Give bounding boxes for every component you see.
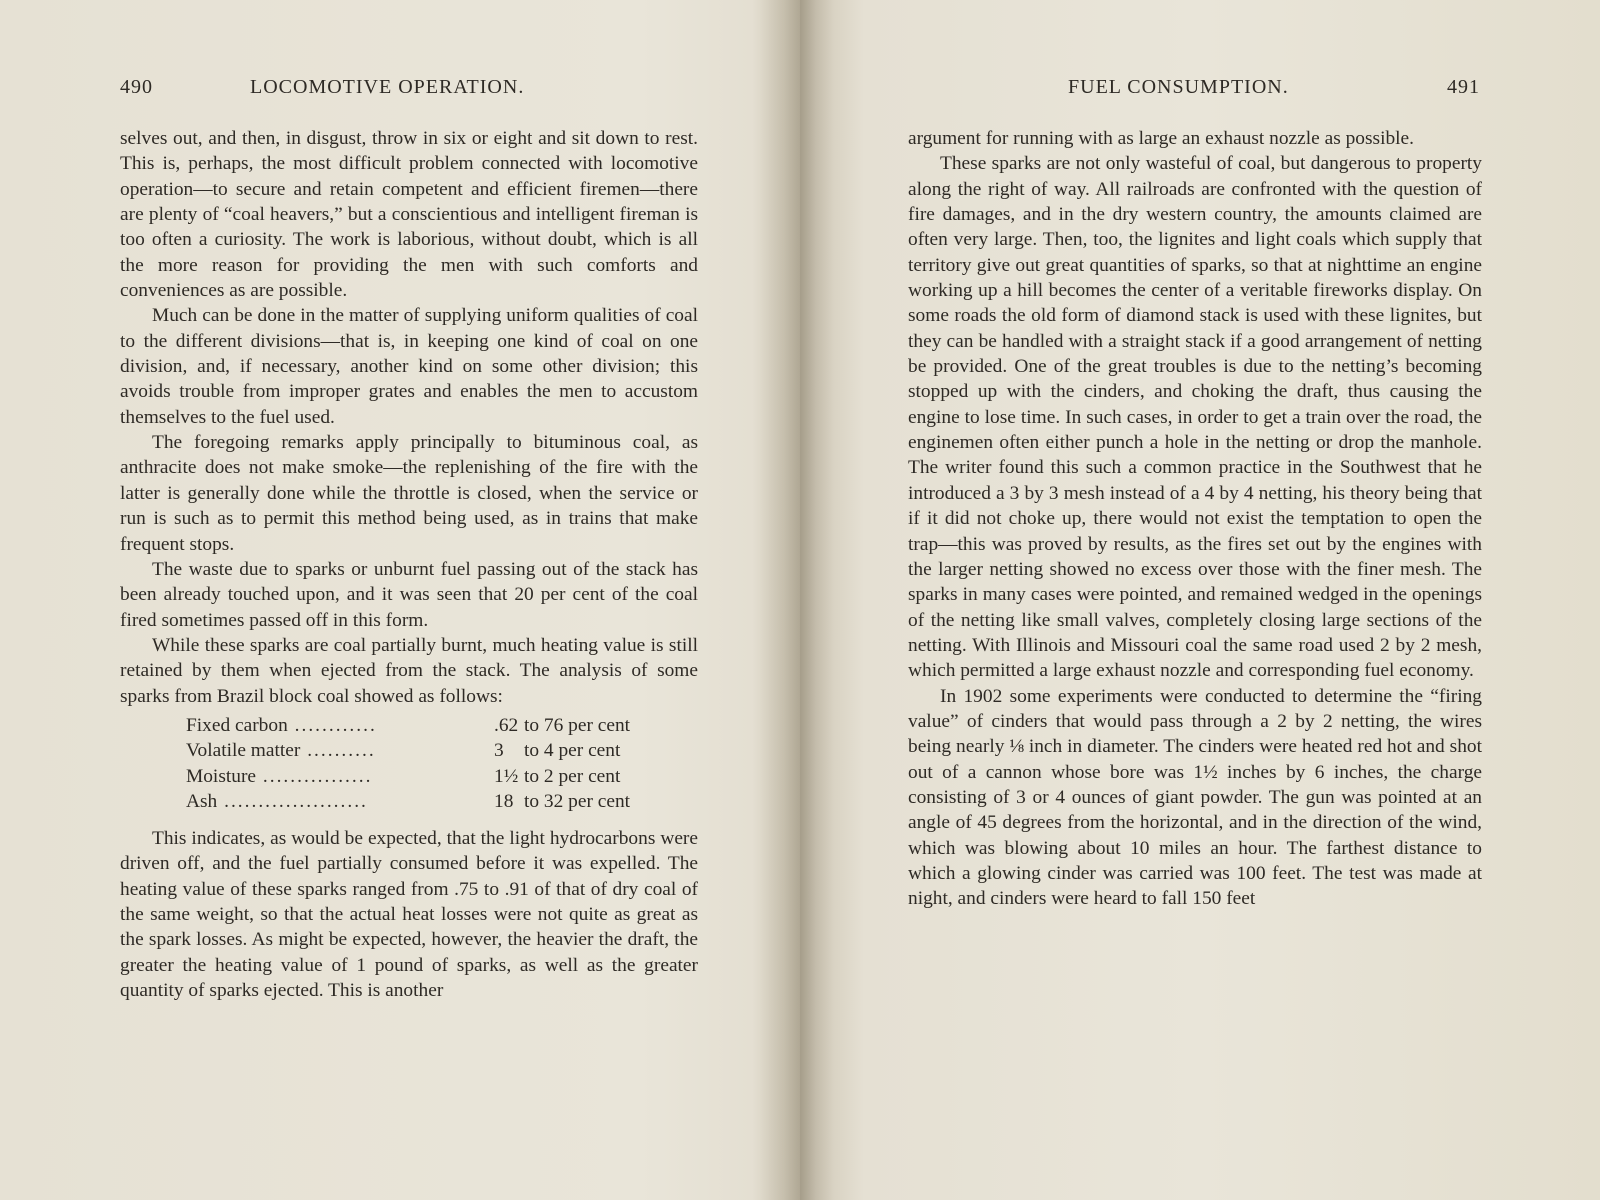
analysis-range: to 76 per cent — [524, 714, 631, 736]
analysis-range: to 4 per cent — [524, 740, 621, 762]
paragraph: While these sparks are coal partially burnt, much heating value is still retained by them when ejected from the stack. The analysis of some sparks from Brazil block coal showed as follows: — [120, 634, 698, 707]
running-head: LOCOMOTIVE OPERATION. — [250, 76, 525, 98]
gutter-shadow — [760, 0, 800, 1200]
page-number: 490 — [120, 76, 153, 98]
analysis-item: Fixed carbon — [186, 714, 288, 736]
left-page-header — [120, 76, 696, 106]
spark-analysis-table — [186, 713, 698, 814]
leader-dots: ............ — [287, 714, 377, 736]
analysis-item: Volatile matter — [186, 740, 301, 762]
analysis-row: Moisture ................ 1½ to 2 per cent — [186, 764, 698, 789]
leader-dots: .......... — [300, 740, 376, 762]
leader-dots: ..................... — [217, 790, 368, 812]
right-page-body — [908, 126, 1482, 912]
paragraph: Much can be done in the matter of supplying uniform qualities of coal to the different divisions—that is, in keeping one kind of coal on one division, and, if necessary, another kind on some other division; this avoids trouble from improper grates and enables the men to accustom themselves to the fuel used. — [120, 305, 698, 428]
paragraph: selves out, and then, in disgust, throw in six or eight and sit down to rest. This is, perhaps, the most difficult problem connected with locomotive operation—to secure and retain competent and efficient firemen—there are plenty of “coal heavers,” but a conscientious and intelligent fireman is too often a curiosity. The work is laborious, without doubt, which is all the more reason for providing the men with such comforts and conveniences as are possible. — [120, 128, 698, 302]
left-page-body — [120, 126, 698, 1004]
paragraph: This indicates, as would be expected, that the light hydrocarbons were driven off, and the fuel partially consumed before it was expelled. The heating value of these sparks ranged from .75 to .91 of that of dry coal of the same weight, so that the actual heat losses were not quite as great as the spark losses. As might be expected, however, the heavier the draft, the greater the heating value of 1 pound of sparks, as well as the greater quantity of sparks ejected. This is another — [120, 828, 698, 1002]
analysis-item: Moisture — [186, 765, 257, 787]
analysis-row: Volatile matter .......... 3 to 4 per cent — [186, 738, 698, 763]
paragraph: In 1902 some experiments were conducted to determine the “firing value” of cinders that would pass through a 2 by 2 netting, the wires being nearly ⅛ inch in diameter. The cinders were heated red hot and shot out of a cannon whose bore was 1½ inches by 6 inches, the charge consisting of 3 or 4 ounces of giant powder. The gun was pointed at an angle of 45 degrees from the horizontal, and in the direction of the wind, which was blowing about 10 miles an hour. The farthest distance to which a glowing cinder was carried was 100 feet. The test was made at night, and cinders were heard to fall 150 feet — [908, 685, 1482, 910]
right-page-header — [908, 76, 1480, 106]
page-number: 491 — [1447, 76, 1480, 98]
analysis-range: to 32 per cent — [524, 790, 631, 812]
paragraph: These sparks are not only wasteful of coal, but dangerous to property along the right of way. All railroads are confronted with the question of fire damages, and in the dry western country, the amounts claimed are often very large. Then, too, the lignites and light coals which supply that territory give out great quantities of sparks, so that at nighttime an engine working up a hill becomes the center of a veritable fireworks display. On some roads the old form of diamond stack is used with these lignites, but they can be handled with a straight stack if a good arrangement of netting be provided. One of the great troubles is due to the netting’s becoming stopped up with the cinders, and choking the draft, thus causing the engine to lose time. In such cases, in order to get a train over the road, the enginemen often either punch a hole in the netting or drop the manhole. The writer found this such a common practice in the Southwest that he introduced a 3 by 3 mesh instead of a 4 by 4 netting, his theory being that if it did not choke up, there would not exist the temptation to open the trap—this was proved by results, as the fires set out by the engines with the larger netting showed no excess over those with the finer mesh. The sparks in many cases were pointed, and remained wedged in the openings of the netting like small valves, completely closing large sections of the netting. With Illinois and Missouri coal the same road used 2 by 2 mesh, which permitted a large exhaust nozzle and corresponding fuel economy. — [908, 153, 1482, 682]
leader-dots: ................ — [256, 765, 373, 787]
paragraph: The waste due to sparks or unburnt fuel passing out of the stack has been already touched upon, and it was seen that 20 per cent of the coal fired sometimes passed off in this form. — [120, 558, 698, 631]
analysis-item: Ash — [186, 790, 218, 812]
right-page — [800, 0, 1600, 1200]
analysis-range: to 2 per cent — [524, 765, 621, 787]
analysis-row: Ash ..................... 18 to 32 per cent — [186, 789, 698, 814]
paragraph: argument for running with as large an exhaust nozzle as possible. — [908, 128, 1415, 149]
running-head: FUEL CONSUMPTION. — [1068, 76, 1289, 98]
analysis-row: Fixed carbon ............ .62 to 76 per cent — [186, 713, 698, 738]
paragraph: The foregoing remarks apply principally to bituminous coal, as anthracite does not make smoke—the replenishing of the fire with the latter is generally done while the throttle is closed, when the service or run is such as to permit this method being used, as in trains that make frequent stops. — [120, 432, 698, 555]
